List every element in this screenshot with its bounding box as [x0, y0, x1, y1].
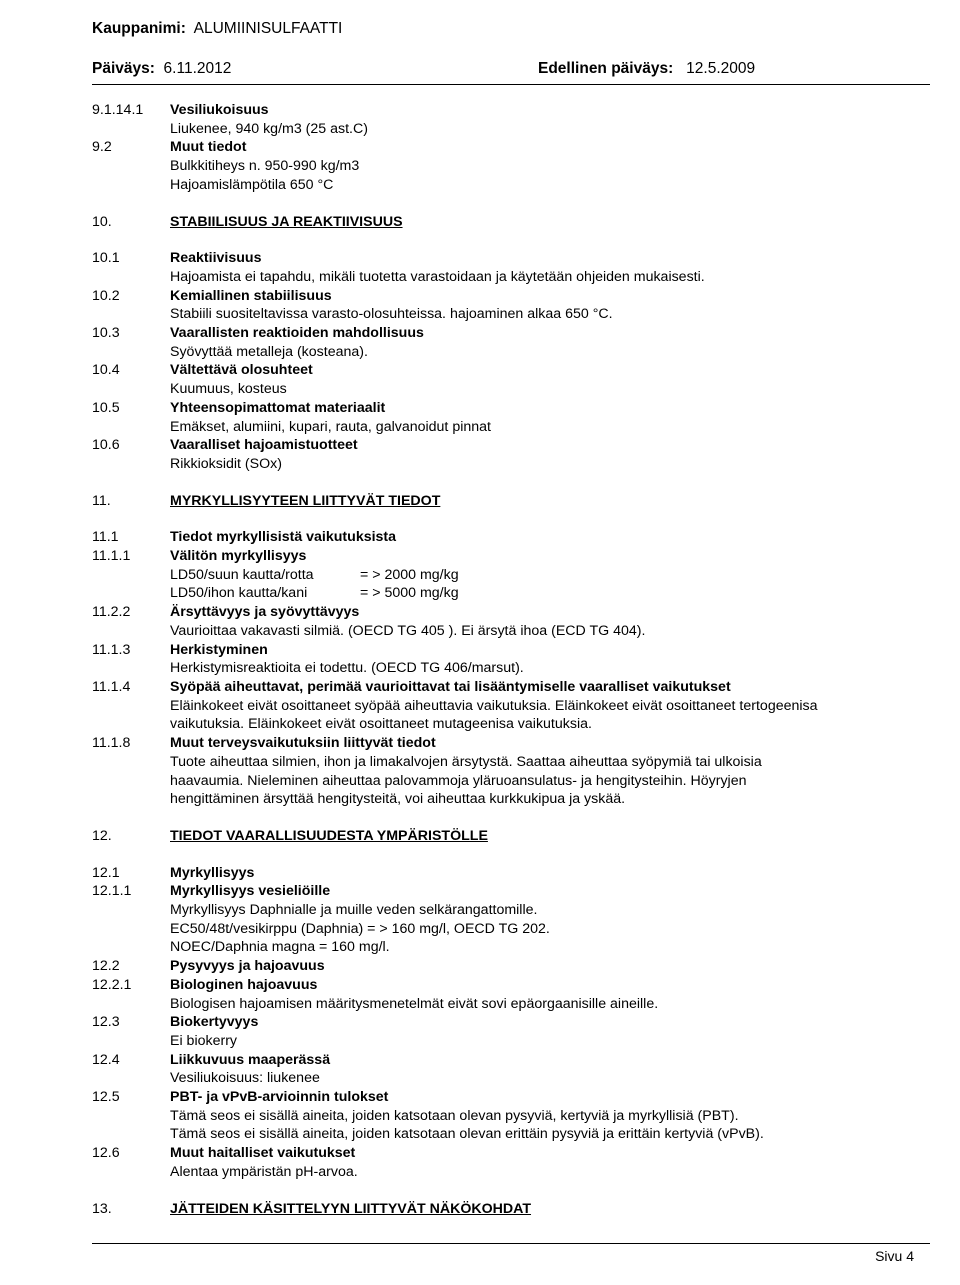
prev-date	[538, 60, 755, 78]
subsection-heading	[92, 324, 930, 343]
subsection-number: 12.3	[92, 1014, 120, 1031]
subsection-title: Liikkuvuus maaperässä	[170, 1051, 331, 1068]
ld50-row	[92, 566, 930, 585]
subsection-title: Syöpää aiheuttavat, perimää vaurioittavat tai lisääntymiselle vaaralliset vaikutukset	[170, 678, 731, 695]
subsection-heading	[92, 287, 930, 306]
company-label: Kauppanimi:	[92, 20, 186, 37]
subsection-title: Vaarallisten reaktioiden mahdollisuus	[170, 325, 424, 342]
subsection-heading	[92, 101, 930, 120]
section-heading	[92, 827, 930, 846]
body-text: Ei biokerry	[170, 1032, 238, 1049]
prev-date-label: Edellinen päiväys:	[538, 60, 674, 77]
subsection-title: Muut haitalliset vaikutukset	[170, 1145, 356, 1162]
body-text: Syövyttää metalleja (kosteana).	[170, 343, 368, 360]
subsection-heading	[92, 1051, 930, 1070]
subsection-number: 10.6	[92, 437, 120, 454]
body-text: Tuote aiheuttaa silmien, ihon ja limakalvojen ärsytystä. Saattaa aiheuttaa syöpymiä tai ulkoisia	[170, 753, 762, 770]
subsection-number: 10.4	[92, 362, 120, 379]
header-company	[92, 20, 342, 38]
subsection-title: Biokertyvyys	[170, 1014, 259, 1031]
subsection-number: 9.1.14.1	[92, 102, 144, 118]
body-text: hengittäminen ärsyttää hengitysteitä, voi aiheuttaa kurkkukipua ja yskää.	[170, 791, 626, 808]
section-heading	[92, 213, 930, 232]
body-text: Tämä seos ei sisällä aineita, joiden katsotaan olevan erittäin pysyviä ja erittäin kertyviä (vPvB).	[170, 1126, 764, 1143]
header-dates	[92, 60, 792, 78]
body-text: EC50/48t/vesikirppu (Daphnia) = > 160 mg/l, OECD TG 202.	[170, 920, 550, 937]
subsection-heading	[92, 976, 930, 995]
company-name: ALUMIINISULFAATTI	[193, 20, 343, 37]
section-number: 13.	[92, 1200, 112, 1217]
subsection-number: 12.2.1	[92, 976, 132, 993]
section-title: STABIILISUUS JA REAKTIIVISUUS	[170, 213, 403, 230]
subsection-heading	[92, 734, 930, 753]
subsection-title: Vesiliukoisuus	[170, 102, 269, 118]
body-text: Emäkset, alumiini, kupari, rauta, galvanoidut pinnat	[170, 418, 491, 435]
subsection-heading	[92, 641, 930, 660]
subsection-title: Muut tiedot	[170, 139, 247, 156]
ld50-label: LD50/ihon kautta/kani	[170, 585, 308, 602]
body-text: Alentaa ympäristän pH-arvoa.	[170, 1163, 358, 1180]
subsection-number: 11.2.2	[92, 604, 131, 621]
subsection-number: 11.1.1	[92, 548, 131, 565]
subsection-number: 11.1.8	[92, 735, 131, 752]
body-text: Vesiliukoisuus: liukenee	[170, 1070, 320, 1087]
subsection-heading	[92, 138, 930, 157]
subsection-heading	[92, 864, 930, 883]
body-text: Myrkyllisyys Daphnialle ja muille veden selkärangattomille.	[170, 902, 538, 919]
subsection-title: Yhteensopimattomat materiaalit	[170, 399, 386, 416]
body-text: Liukenee, 940 kg/m3 (25 ast.C)	[170, 120, 368, 137]
body-text: Herkistymisreaktioita ei todettu. (OECD TG 406/marsut).	[170, 660, 524, 677]
subsection-heading	[92, 361, 930, 380]
subsection-number: 10.1	[92, 250, 120, 267]
subsection-number: 10.5	[92, 399, 120, 416]
subsection-title: Biologinen hajoavuus	[170, 976, 318, 993]
subsection-heading	[92, 678, 930, 697]
body-text: Biologisen hajoamisen määritysmenetelmät eivät sovi epäorgaanisille aineille.	[170, 995, 659, 1012]
subsection-title: Kemiallinen stabiilisuus	[170, 287, 332, 304]
subsection-title: PBT- ja vPvB-arvioinnin tulokset	[170, 1089, 389, 1106]
body-text: Stabiili suositeltavissa varasto-olosuhteissa. hajoaminen alkaa 650 °C.	[170, 306, 613, 323]
section-number: 10.	[92, 213, 112, 230]
section-title: JÄTTEIDEN KÄSITTELYYN LIITTYVÄT NÄKÖKOHDAT	[170, 1200, 532, 1217]
subsection-title: Pysyvyys ja hajoavuus	[170, 958, 325, 975]
section-title: TIEDOT VAARALLISUUDESTA YMPÄRISTÖLLE	[170, 827, 488, 844]
subsection-number: 12.4	[92, 1051, 120, 1068]
subsection-heading	[92, 547, 930, 566]
body-text: vaikutuksia. Eläinkokeet eivät osoittaneet mutageenisa vaikutuksia.	[170, 716, 592, 733]
subsection-heading	[92, 1144, 930, 1163]
subsection-heading	[92, 528, 930, 547]
subsection-title: Myrkyllisyys vesieliöille	[170, 883, 331, 900]
subsection-title: Ärsyttävyys ja syövyttävyys	[170, 604, 360, 621]
ld50-value: = > 5000 mg/kg	[360, 585, 459, 602]
page-number: Sivu 4	[875, 1248, 914, 1264]
subsection-heading	[92, 882, 930, 901]
body-text: haavaumia. Nieleminen aiheuttaa palovammoja yläruoansulatus- ja hengitysteihin. Höyryjen	[170, 772, 747, 789]
subsection-number: 12.1.1	[92, 883, 132, 900]
prev-date-value: 12.5.2009	[686, 60, 756, 77]
body-text: Vaurioittaa vakavasti silmiä. (OECD TG 405 ). Ei ärsytä ihoa (ECD TG 404).	[170, 622, 646, 639]
subsection-heading	[92, 399, 930, 418]
body-text: Hajoamislämpötila 650 °C	[170, 176, 334, 193]
subsection-number: 12.5	[92, 1089, 120, 1106]
subsection-number: 11.1	[92, 529, 119, 546]
ld50-value: = > 2000 mg/kg	[360, 566, 459, 583]
subsection-number: 11.1.3	[92, 641, 131, 658]
subsection-title: Reaktiivisuus	[170, 250, 262, 267]
subsection-number: 9.2	[92, 139, 112, 156]
ld50-row	[92, 584, 930, 603]
body-text: Eläinkokeet eivät osoittaneet syöpää aiheuttavia vaikutuksia. Eläinkokeet eivät osoittaneet tertogeenisa	[170, 697, 818, 714]
subsection-heading	[92, 1013, 930, 1032]
body-text: Rikkioksidit (SOx)	[170, 455, 282, 472]
section-number: 11.	[92, 492, 111, 509]
section-heading	[92, 1200, 930, 1219]
subsection-title: Välitön myrkyllisyys	[170, 548, 307, 565]
subsection-number: 12.6	[92, 1145, 120, 1162]
subsection-title: Herkistyminen	[170, 641, 268, 658]
body-text: Kuumuus, kosteus	[170, 381, 287, 398]
header-divider	[92, 84, 930, 85]
ld50-label: LD50/suun kautta/rotta	[170, 566, 314, 583]
document-body	[92, 101, 930, 1218]
subsection-heading	[92, 249, 930, 268]
section-number: 12.	[92, 827, 112, 844]
subsection-heading	[92, 957, 930, 976]
subsection-heading	[92, 436, 930, 455]
subsection-title: Vältettävä olosuhteet	[170, 362, 313, 379]
subsection-title: Myrkyllisyys	[170, 864, 255, 881]
body-text: Hajoamista ei tapahdu, mikäli tuotetta varastoidaan ja käytetään ohjeiden mukaisesti.	[170, 268, 705, 285]
subsection-title: Muut terveysvaikutuksiin liittyvät tiedot	[170, 735, 436, 752]
date-value: 6.11.2012	[163, 60, 232, 77]
subsection-heading	[92, 603, 930, 622]
subsection-number: 12.2	[92, 958, 120, 975]
body-text: NOEC/Daphnia magna = 160 mg/l.	[170, 939, 390, 956]
footer-divider	[92, 1243, 930, 1244]
body-text: Bulkkitiheys n. 950-990 kg/m3	[170, 158, 360, 175]
date-label: Päiväys:	[92, 60, 155, 77]
section-heading	[92, 492, 930, 511]
subsection-number: 11.1.4	[92, 678, 131, 695]
subsection-number: 12.1	[92, 864, 120, 881]
subsection-heading	[92, 1088, 930, 1107]
subsection-title: Tiedot myrkyllisistä vaikutuksista	[170, 529, 397, 546]
section-title: MYRKYLLISYYTEEN LIITTYVÄT TIEDOT	[170, 492, 441, 509]
body-text: Tämä seos ei sisällä aineita, joiden katsotaan olevan pysyviä, kertyviä ja myrkyllisiä (PBT).	[170, 1107, 739, 1124]
subsection-number: 10.2	[92, 287, 120, 304]
subsection-title: Vaaralliset hajoamistuotteet	[170, 437, 358, 454]
subsection-number: 10.3	[92, 325, 120, 342]
